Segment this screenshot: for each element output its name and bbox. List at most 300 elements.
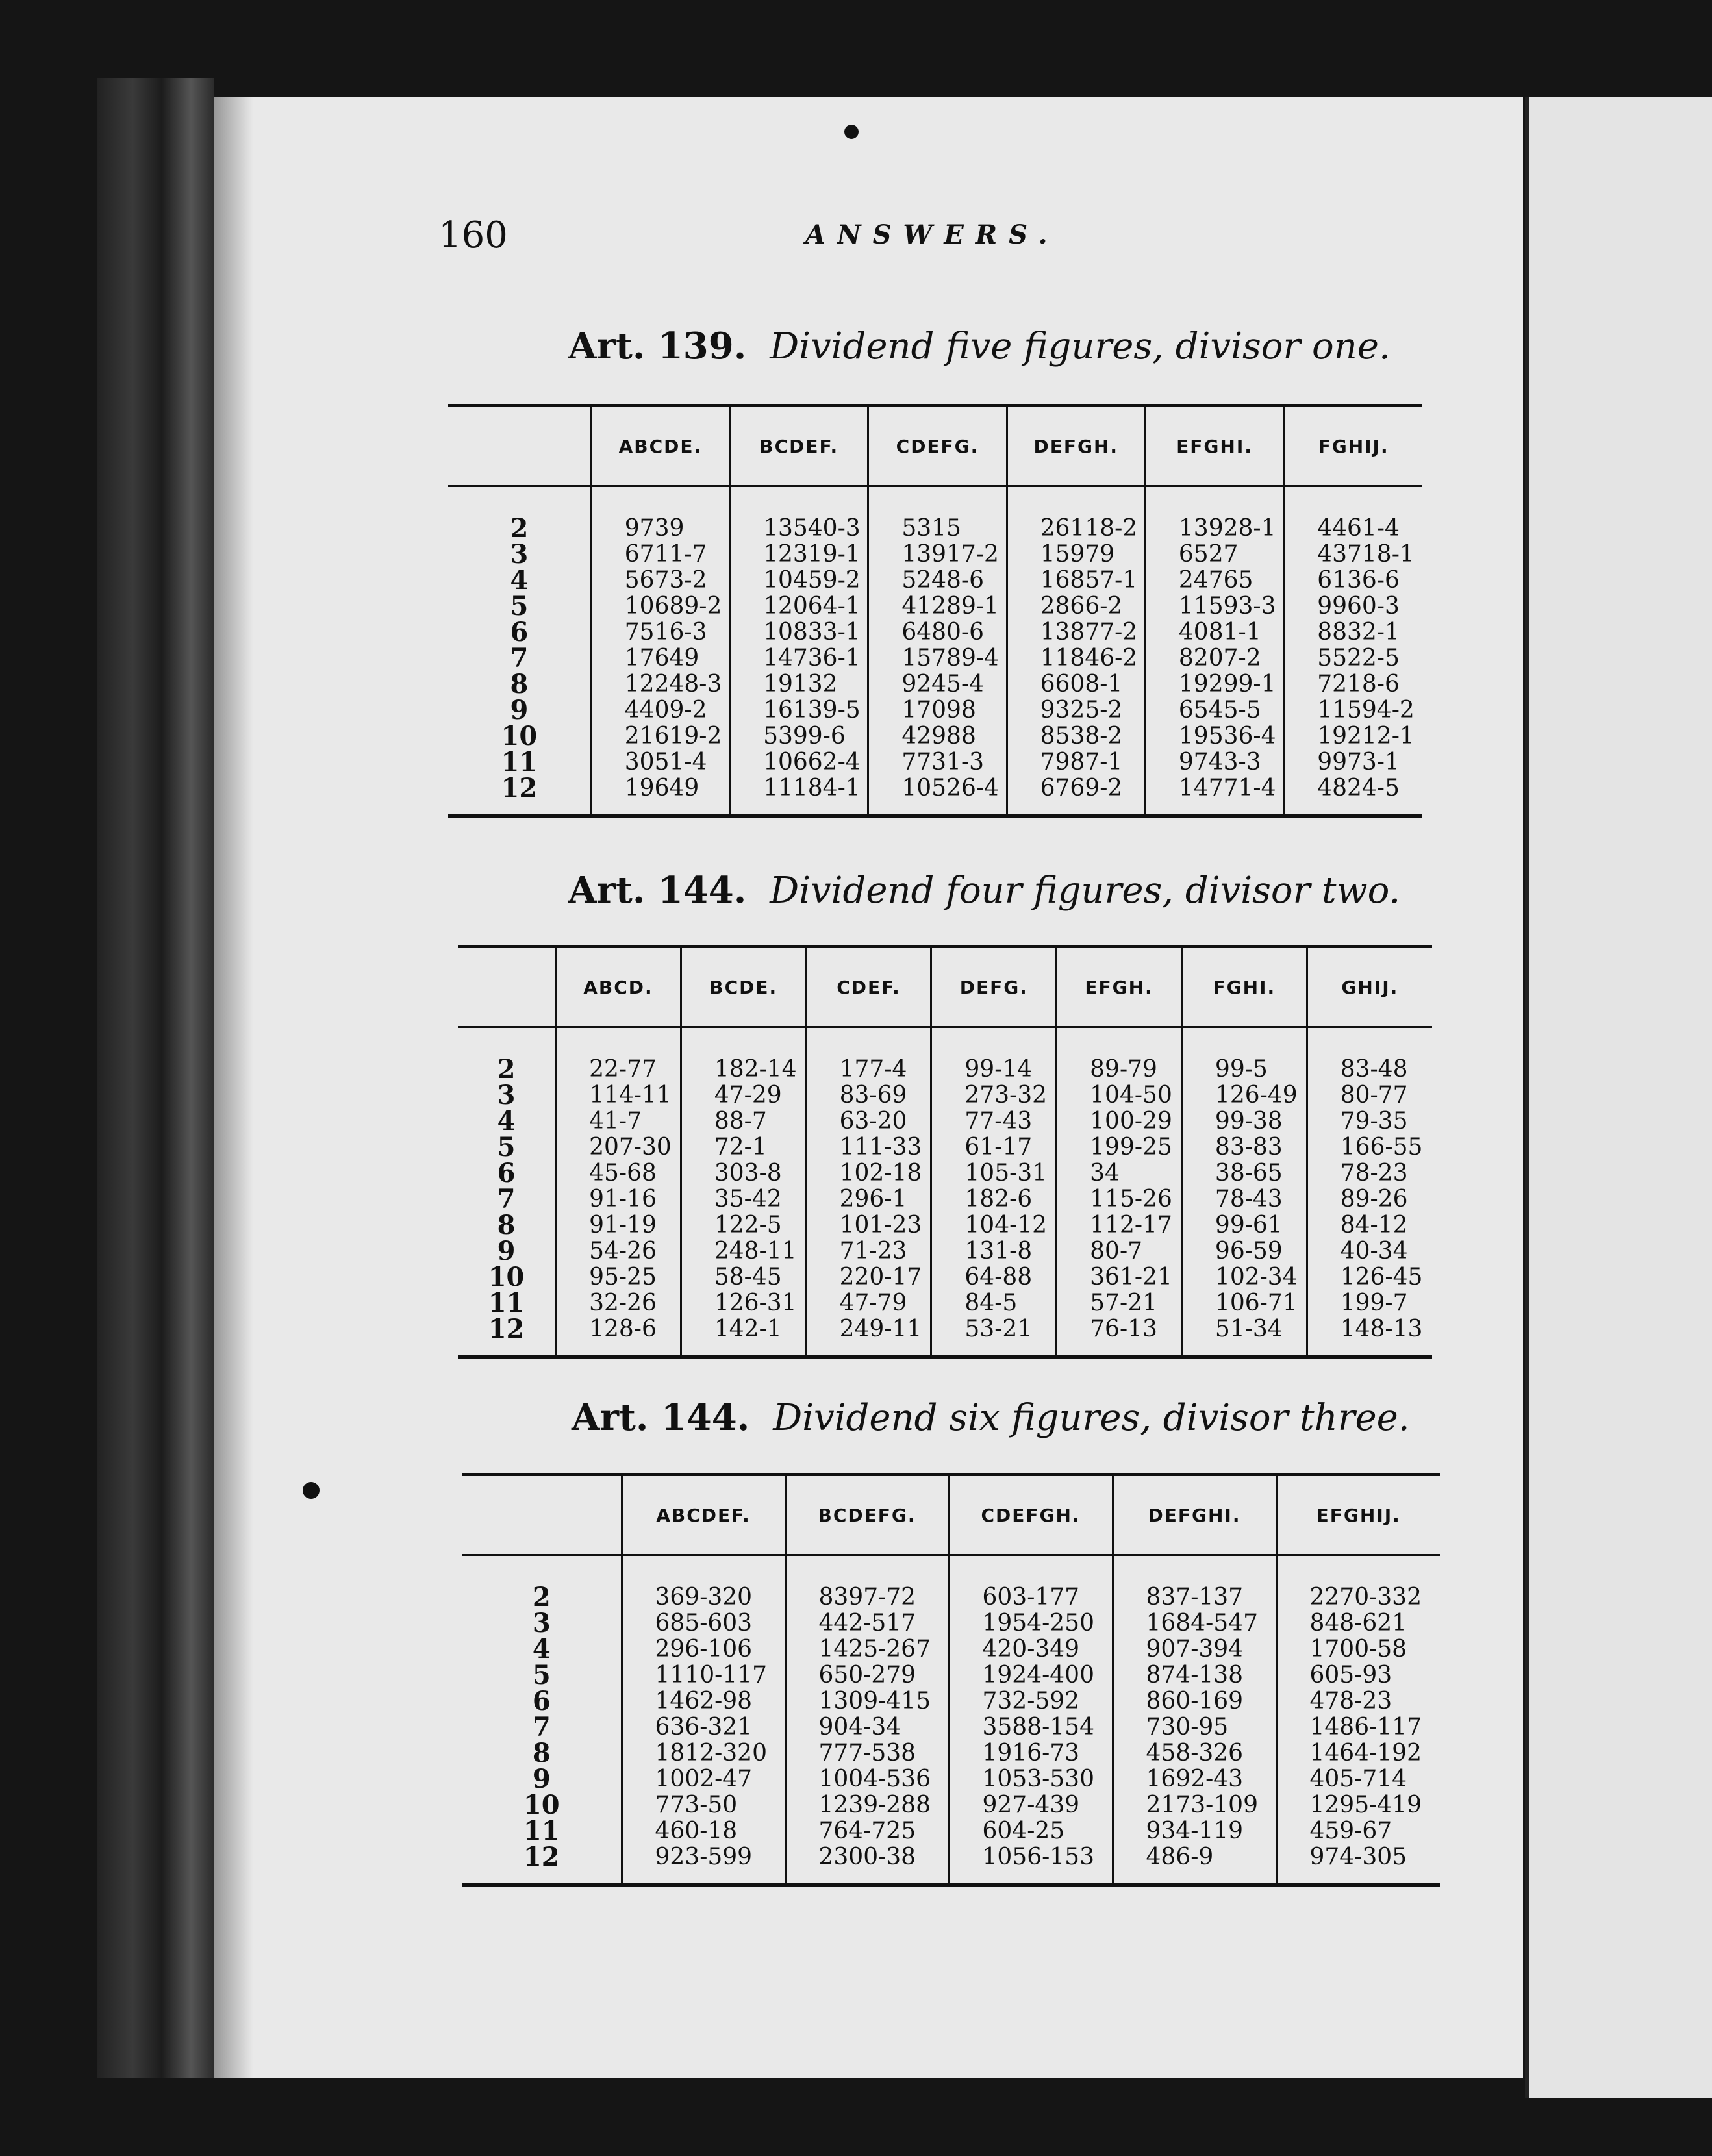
answer-cell: 460-18: [622, 1818, 785, 1844]
spacer-cell: [458, 1027, 556, 1057]
row-number: 7: [532, 1712, 551, 1742]
row-number: 12: [501, 773, 538, 803]
table-row: [462, 1585, 1440, 1611]
answer-cell: 38-65: [1181, 1160, 1307, 1186]
column-header: DEFGHI.: [1113, 1475, 1276, 1555]
column-header-row: [448, 406, 1422, 486]
spacer-cell: [591, 486, 729, 516]
answer-cell: 8397-72: [785, 1585, 949, 1611]
spacer-cell: [806, 1342, 931, 1357]
answer-cell: 685-603: [622, 1611, 785, 1636]
answer-cell: 99-61: [1181, 1212, 1307, 1238]
column-header: EFGH.: [1057, 947, 1182, 1027]
answer-cell: 1700-58: [1276, 1636, 1440, 1662]
answer-cell: 47-29: [681, 1083, 806, 1109]
answer-cell: 9325-2: [1007, 697, 1145, 723]
spacer-row: [448, 801, 1422, 816]
answer-cell: 51-34: [1181, 1316, 1307, 1342]
answer-cell: 9245-4: [868, 671, 1007, 697]
spacer-cell: [949, 1870, 1113, 1885]
answer-cell: 974-305: [1276, 1844, 1440, 1870]
answer-cell: 2173-109: [1113, 1792, 1276, 1818]
answer-cell: 10689-2: [591, 594, 729, 620]
answer-cell: 12248-3: [591, 671, 729, 697]
answer-cell: 12064-1: [730, 594, 868, 620]
answer-cell: 19536-4: [1145, 723, 1283, 749]
column-header: FGHI.: [1181, 947, 1307, 1027]
answer-cell: 35-42: [681, 1186, 806, 1212]
answer-cell: 1056-153: [949, 1844, 1113, 1870]
ink-blot: [303, 1482, 320, 1499]
answer-cell: 248-11: [681, 1238, 806, 1264]
answer-cell: 1812-320: [622, 1740, 785, 1766]
answer-cell: 84-12: [1307, 1212, 1432, 1238]
answer-cell: 89-79: [1057, 1057, 1182, 1083]
table-row: [462, 1740, 1440, 1766]
answer-cell: 22-77: [556, 1057, 681, 1083]
answer-cell: 114-11: [556, 1083, 681, 1109]
answers-table: [458, 945, 1432, 1359]
answer-cell: 1239-288: [785, 1792, 949, 1818]
answer-cell: 10662-4: [730, 749, 868, 775]
answer-cell: 83-48: [1307, 1057, 1432, 1083]
answer-cell: 13917-2: [868, 542, 1007, 568]
answer-cell: 249-11: [806, 1316, 931, 1342]
column-header: ABCDEF.: [622, 1475, 785, 1555]
answer-cell: 6608-1: [1007, 671, 1145, 697]
answer-cell: 603-177: [949, 1585, 1113, 1611]
answer-cell: 1924-400: [949, 1662, 1113, 1688]
spacer-cell: [1284, 486, 1422, 516]
row-number: 9: [497, 1236, 516, 1266]
row-number: 9: [532, 1764, 551, 1794]
answer-cell: 420-349: [949, 1636, 1113, 1662]
answer-cell: 10459-2: [730, 568, 868, 594]
spacer-cell: [462, 1870, 622, 1885]
answer-cell: 13540-3: [730, 516, 868, 542]
section-description: Dividend five figures, divisor one.: [770, 325, 1391, 368]
answer-cell: 102-18: [806, 1160, 931, 1186]
spacer-cell: [1284, 801, 1422, 816]
answer-cell: 2866-2: [1007, 594, 1145, 620]
row-number: 11: [501, 747, 538, 777]
answer-cell: 10833-1: [730, 620, 868, 646]
section-description: Dividend four figures, divisor two.: [770, 870, 1401, 912]
answer-cell: 95-25: [556, 1264, 681, 1290]
answer-cell: 126-45: [1307, 1264, 1432, 1290]
answer-cell: 907-394: [1113, 1636, 1276, 1662]
answer-cell: 369-320: [622, 1585, 785, 1611]
answer-cell: 773-50: [622, 1792, 785, 1818]
answer-cell: 10526-4: [868, 775, 1007, 801]
answer-cell: 104-50: [1057, 1083, 1182, 1109]
spacer-cell: [458, 1342, 556, 1357]
column-header: EFGHI.: [1145, 406, 1283, 486]
answer-cell: 1309-415: [785, 1688, 949, 1714]
answer-cell: 11846-2: [1007, 646, 1145, 671]
answer-cell: 9973-1: [1284, 749, 1422, 775]
answer-cell: 78-23: [1307, 1160, 1432, 1186]
section-heading: [572, 1396, 1410, 1439]
spacer-row: [448, 486, 1422, 516]
answer-cell: 166-55: [1307, 1134, 1432, 1160]
answer-cell: 12319-1: [730, 542, 868, 568]
spacer-cell: [622, 1870, 785, 1885]
answer-cell: 1692-43: [1113, 1766, 1276, 1792]
answer-cell: 57-21: [1057, 1290, 1182, 1316]
spacer-cell: [1181, 1342, 1307, 1357]
answer-cell: 303-8: [681, 1160, 806, 1186]
answer-cell: 15789-4: [868, 646, 1007, 671]
answer-cell: 19132: [730, 671, 868, 697]
answer-cell: 5673-2: [591, 568, 729, 594]
answer-cell: 6527: [1145, 542, 1283, 568]
row-number: 3: [497, 1080, 516, 1110]
table-row: [458, 1057, 1432, 1083]
row-number: 2: [510, 513, 529, 544]
answer-cell: 78-43: [1181, 1186, 1307, 1212]
answer-cell: 636-321: [622, 1714, 785, 1740]
answer-cell: 89-26: [1307, 1186, 1432, 1212]
spacer-cell: [785, 1870, 949, 1885]
spacer-cell: [1307, 1342, 1432, 1357]
answer-cell: 101-23: [806, 1212, 931, 1238]
answer-cell: 5248-6: [868, 568, 1007, 594]
column-header: EFGHIJ.: [1276, 1475, 1440, 1555]
answer-cell: 19649: [591, 775, 729, 801]
table-row: [448, 775, 1422, 801]
spacer-cell: [1181, 1027, 1307, 1057]
answer-cell: 3588-154: [949, 1714, 1113, 1740]
answer-cell: 122-5: [681, 1212, 806, 1238]
answer-cell: 8832-1: [1284, 620, 1422, 646]
answer-cell: 63-20: [806, 1109, 931, 1134]
row-number: 3: [510, 539, 529, 570]
answer-cell: 1916-73: [949, 1740, 1113, 1766]
answer-cell: 19212-1: [1284, 723, 1422, 749]
spacer-row: [458, 1027, 1432, 1057]
row-number: 6: [510, 617, 529, 647]
row-number: 12: [523, 1842, 560, 1872]
answer-cell: 848-621: [1276, 1611, 1440, 1636]
answer-cell: 32-26: [556, 1290, 681, 1316]
answer-cell: 96-59: [1181, 1238, 1307, 1264]
answer-cell: 99-38: [1181, 1109, 1307, 1134]
row-number: 4: [510, 565, 529, 595]
row-number: 7: [510, 643, 529, 673]
answer-cell: 361-21: [1057, 1264, 1182, 1290]
column-header: DEFGH.: [1007, 406, 1145, 486]
answer-cell: 11593-3: [1145, 594, 1283, 620]
answer-cell: 177-4: [806, 1057, 931, 1083]
column-header: BCDEF.: [730, 406, 868, 486]
answer-cell: 927-439: [949, 1792, 1113, 1818]
answer-cell: 9743-3: [1145, 749, 1283, 775]
article-number: Art. 139.: [568, 325, 747, 368]
spacer-cell: [785, 1555, 949, 1585]
answer-cell: 79-35: [1307, 1109, 1432, 1134]
spacer-cell: [1057, 1342, 1182, 1357]
row-number: 9: [510, 695, 529, 725]
spacer-row: [462, 1555, 1440, 1585]
table-row: [458, 1238, 1432, 1264]
answer-cell: 26118-2: [1007, 516, 1145, 542]
table-row: [458, 1290, 1432, 1316]
answer-cell: 6545-5: [1145, 697, 1283, 723]
table-row: [458, 1109, 1432, 1134]
spacer-cell: [1145, 801, 1283, 816]
row-number: 8: [532, 1738, 551, 1768]
answer-cell: 7218-6: [1284, 671, 1422, 697]
table-row: [462, 1688, 1440, 1714]
table-row: [462, 1636, 1440, 1662]
row-number: 11: [523, 1816, 560, 1846]
answer-cell: 3051-4: [591, 749, 729, 775]
answer-cell: 478-23: [1276, 1688, 1440, 1714]
answer-cell: 131-8: [931, 1238, 1057, 1264]
row-number: 5: [497, 1132, 516, 1162]
answer-cell: 83-83: [1181, 1134, 1307, 1160]
answer-cell: 142-1: [681, 1316, 806, 1342]
answer-cell: 4081-1: [1145, 620, 1283, 646]
answer-cell: 80-77: [1307, 1083, 1432, 1109]
table-row: [458, 1186, 1432, 1212]
answer-cell: 41-7: [556, 1109, 681, 1134]
answer-cell: 4461-4: [1284, 516, 1422, 542]
answer-cell: 58-45: [681, 1264, 806, 1290]
answer-cell: 40-34: [1307, 1238, 1432, 1264]
table-row: [448, 723, 1422, 749]
answer-cell: 837-137: [1113, 1585, 1276, 1611]
table-row: [448, 646, 1422, 671]
table-row: [458, 1212, 1432, 1238]
answer-cell: 8207-2: [1145, 646, 1283, 671]
answer-cell: 6711-7: [591, 542, 729, 568]
running-head: ANSWERS.: [805, 219, 1059, 250]
table-row: [458, 1264, 1432, 1290]
table-body: [448, 486, 1422, 816]
table-row: [462, 1792, 1440, 1818]
answer-cell: 1684-547: [1113, 1611, 1276, 1636]
answer-cell: 148-13: [1307, 1316, 1432, 1342]
answer-cell: 91-16: [556, 1186, 681, 1212]
answer-cell: 2270-332: [1276, 1585, 1440, 1611]
answer-cell: 486-9: [1113, 1844, 1276, 1870]
table-row: [458, 1160, 1432, 1186]
answer-cell: 5315: [868, 516, 1007, 542]
table-row: [458, 1316, 1432, 1342]
page-number: 160: [438, 214, 508, 257]
table-row: [462, 1766, 1440, 1792]
answer-cell: 296-1: [806, 1186, 931, 1212]
row-number: 5: [532, 1660, 551, 1690]
answer-cell: 923-599: [622, 1844, 785, 1870]
spacer-cell: [681, 1342, 806, 1357]
answer-cell: 6769-2: [1007, 775, 1145, 801]
answer-cell: 1053-530: [949, 1766, 1113, 1792]
spacer-cell: [1276, 1870, 1440, 1885]
answer-cell: 72-1: [681, 1134, 806, 1160]
answer-cell: 34: [1057, 1160, 1182, 1186]
answer-cell: 7731-3: [868, 749, 1007, 775]
answer-cell: 273-32: [931, 1083, 1057, 1109]
row-number: 4: [532, 1634, 551, 1664]
spacer-cell: [448, 801, 591, 816]
answer-cell: 126-49: [1181, 1083, 1307, 1109]
answer-cell: 405-714: [1276, 1766, 1440, 1792]
spacer-cell: [868, 801, 1007, 816]
column-header-row: [458, 947, 1432, 1027]
row-number: 6: [497, 1158, 516, 1188]
answer-cell: 182-6: [931, 1186, 1057, 1212]
answer-cell: 106-71: [1181, 1290, 1307, 1316]
spacer-cell: [1113, 1870, 1276, 1885]
answer-cell: 83-69: [806, 1083, 931, 1109]
table-row: [462, 1818, 1440, 1844]
answer-cell: 11594-2: [1284, 697, 1422, 723]
answer-cell: 1462-98: [622, 1688, 785, 1714]
answer-cell: 16139-5: [730, 697, 868, 723]
answer-cell: 860-169: [1113, 1688, 1276, 1714]
answer-cell: 19299-1: [1145, 671, 1283, 697]
answer-cell: 16857-1: [1007, 568, 1145, 594]
row-number: 6: [532, 1686, 551, 1716]
answer-cell: 4824-5: [1284, 775, 1422, 801]
answer-cell: 42988: [868, 723, 1007, 749]
answer-cell: 13928-1: [1145, 516, 1283, 542]
answer-cell: 45-68: [556, 1160, 681, 1186]
spacer-cell: [681, 1027, 806, 1057]
answer-cell: 904-34: [785, 1714, 949, 1740]
answer-cell: 15979: [1007, 542, 1145, 568]
answer-cell: 730-95: [1113, 1714, 1276, 1740]
answer-cell: 76-13: [1057, 1316, 1182, 1342]
table-row: [462, 1662, 1440, 1688]
answer-cell: 111-33: [806, 1134, 931, 1160]
row-number: 8: [510, 669, 529, 699]
answer-cell: 650-279: [785, 1662, 949, 1688]
table-row: [458, 1083, 1432, 1109]
answer-cell: 296-106: [622, 1636, 785, 1662]
spacer-cell: [868, 486, 1007, 516]
spacer-cell: [1007, 801, 1145, 816]
spacer-cell: [730, 801, 868, 816]
table-row: [448, 620, 1422, 646]
table-row: [462, 1611, 1440, 1636]
answer-cell: 934-119: [1113, 1818, 1276, 1844]
answer-cell: 459-67: [1276, 1818, 1440, 1844]
spacer-cell: [931, 1342, 1057, 1357]
spacer-cell: [556, 1027, 681, 1057]
answer-cell: 207-30: [556, 1134, 681, 1160]
column-header: FGHIJ.: [1284, 406, 1422, 486]
answer-cell: 605-93: [1276, 1662, 1440, 1688]
row-number: 5: [510, 591, 529, 621]
answer-cell: 2300-38: [785, 1844, 949, 1870]
spacer-cell: [806, 1027, 931, 1057]
column-header: DEFG.: [931, 947, 1057, 1027]
answer-cell: 1110-117: [622, 1662, 785, 1688]
spacer-cell: [1113, 1555, 1276, 1585]
answer-cell: 47-79: [806, 1290, 931, 1316]
table-row: [448, 516, 1422, 542]
answer-cell: 115-26: [1057, 1186, 1182, 1212]
answer-cell: 1486-117: [1276, 1714, 1440, 1740]
spacer-cell: [462, 1555, 622, 1585]
answer-cell: 61-17: [931, 1134, 1057, 1160]
row-number: 10: [523, 1790, 560, 1820]
spacer-cell: [448, 486, 591, 516]
answer-cell: 199-25: [1057, 1134, 1182, 1160]
answer-cell: 17649: [591, 646, 729, 671]
answer-cell: 1954-250: [949, 1611, 1113, 1636]
answer-cell: 14771-4: [1145, 775, 1283, 801]
answer-cell: 99-14: [931, 1057, 1057, 1083]
answer-cell: 604-25: [949, 1818, 1113, 1844]
row-number: 4: [497, 1106, 516, 1136]
answer-cell: 7516-3: [591, 620, 729, 646]
answer-cell: 7987-1: [1007, 749, 1145, 775]
row-number: 7: [497, 1184, 516, 1214]
column-header: BCDEFG.: [785, 1475, 949, 1555]
answer-cell: 5522-5: [1284, 646, 1422, 671]
table-row: [462, 1714, 1440, 1740]
answer-cell: 182-14: [681, 1057, 806, 1083]
row-number: 8: [497, 1210, 516, 1240]
answer-cell: 458-326: [1113, 1740, 1276, 1766]
row-number: 11: [488, 1288, 525, 1318]
answers-table: [462, 1473, 1440, 1886]
spacer-cell: [1057, 1027, 1182, 1057]
spacer-cell: [949, 1555, 1113, 1585]
spacer-cell: [1276, 1555, 1440, 1585]
spacer-cell: [1307, 1027, 1432, 1057]
column-header: CDEF.: [806, 947, 931, 1027]
answer-cell: 54-26: [556, 1238, 681, 1264]
table-row: [448, 671, 1422, 697]
answer-cell: 4409-2: [591, 697, 729, 723]
table-row: [448, 594, 1422, 620]
row-number: 12: [488, 1314, 525, 1344]
spacer-cell: [1007, 486, 1145, 516]
article-number: Art. 144.: [568, 869, 747, 912]
section-heading: [568, 869, 1400, 912]
answer-cell: 6480-6: [868, 620, 1007, 646]
answer-cell: 99-5: [1181, 1057, 1307, 1083]
answer-cell: 199-7: [1307, 1290, 1432, 1316]
answer-cell: 24765: [1145, 568, 1283, 594]
row-number: 2: [532, 1582, 551, 1612]
spacer-cell: [591, 801, 729, 816]
table-body: [462, 1555, 1440, 1885]
spacer-cell: [556, 1342, 681, 1357]
spacer-cell: [730, 486, 868, 516]
answer-cell: 11184-1: [730, 775, 868, 801]
answer-cell: 77-43: [931, 1109, 1057, 1134]
answer-cell: 91-19: [556, 1212, 681, 1238]
table-body: [458, 1027, 1432, 1357]
answer-cell: 100-29: [1057, 1109, 1182, 1134]
answer-cell: 220-17: [806, 1264, 931, 1290]
table-row: [462, 1844, 1440, 1870]
row-number: 3: [532, 1608, 551, 1638]
spacer-cell: [622, 1555, 785, 1585]
answer-cell: 764-725: [785, 1818, 949, 1844]
column-header: ABCDE.: [591, 406, 729, 486]
row-number-header: [448, 406, 591, 486]
answer-cell: 43718-1: [1284, 542, 1422, 568]
column-header: GHIJ.: [1307, 947, 1432, 1027]
